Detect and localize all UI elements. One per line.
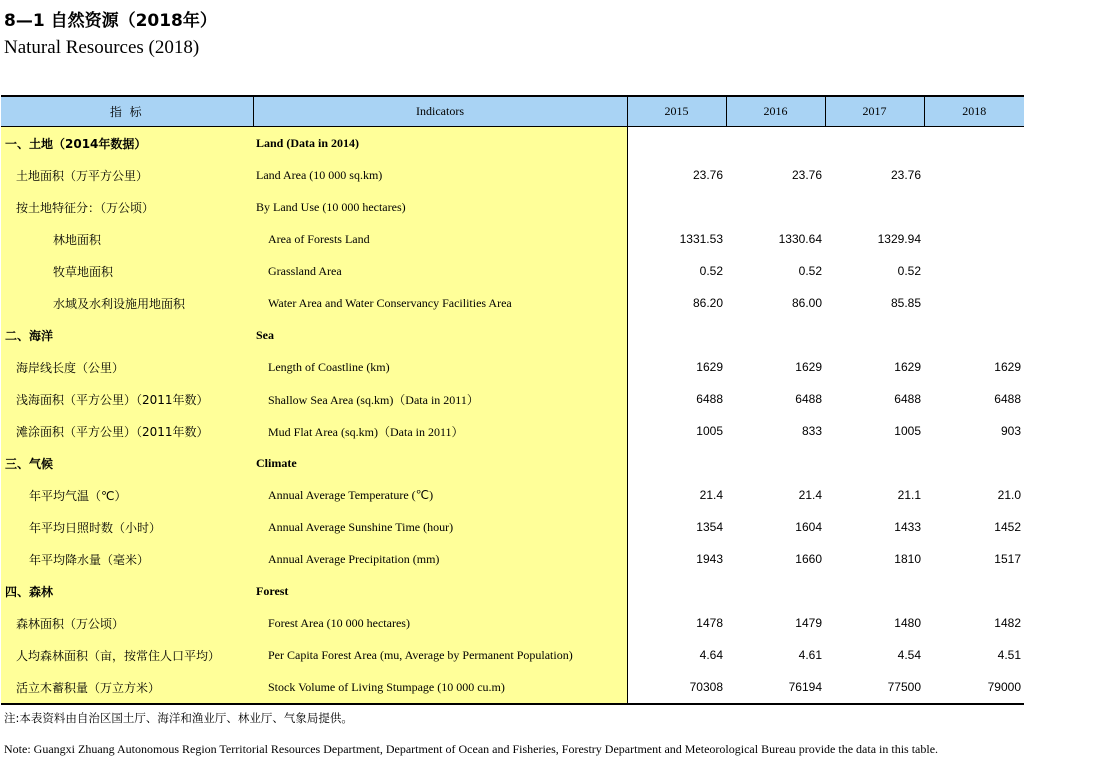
value-cell: 1480	[894, 616, 921, 630]
value-cell: 4.51	[997, 648, 1021, 662]
table-row	[1, 287, 1024, 319]
value-cell: 6488	[795, 392, 822, 406]
value-cell: 21.0	[997, 488, 1021, 502]
table-row	[1, 671, 1024, 704]
indicator-english: Annual Average Temperature (℃)	[253, 479, 627, 511]
value-cell	[627, 447, 726, 479]
value-cell: 23.76	[791, 168, 822, 182]
value-cell	[825, 575, 924, 607]
indicator-chinese: 人均森林面积（亩，按常住人口平均）	[1, 639, 253, 671]
indicator-chinese: 二、海洋	[1, 319, 253, 351]
value-cell: 1005	[894, 424, 921, 438]
value-cell: 1629	[696, 360, 723, 374]
value-cell: 4.61	[798, 648, 822, 662]
section-row	[1, 127, 1024, 160]
value-cell	[726, 127, 825, 160]
value-cell	[924, 575, 1024, 607]
value-cell	[726, 319, 825, 351]
value-cell: 1478	[696, 616, 723, 630]
table-row	[1, 543, 1024, 575]
value-cell	[825, 447, 924, 479]
indicator-english: Water Area and Water Conservancy Facilities Area	[253, 287, 627, 319]
indicator-english: Area of Forests Land	[253, 223, 627, 255]
indicator-english: Annual Average Precipitation (mm)	[253, 543, 627, 575]
indicator-chinese: 活立木蓄积量（万立方米）	[1, 671, 253, 704]
value-cell	[924, 447, 1024, 479]
indicator-english: Length of Coastline (km)	[253, 351, 627, 383]
value-cell: 86.20	[692, 296, 723, 310]
value-cell: 1329.94	[877, 232, 921, 246]
value-cell: 4.64	[699, 648, 723, 662]
value-cell: 1810	[894, 552, 921, 566]
value-cell	[627, 127, 726, 160]
indicator-english: Land (Data in 2014)	[253, 127, 627, 160]
indicator-chinese: 牧草地面积	[1, 255, 253, 287]
header-year: 2018	[924, 96, 1024, 127]
value-cell: 6488	[994, 392, 1021, 406]
value-cell: 21.1	[897, 488, 921, 502]
value-cell	[924, 319, 1024, 351]
value-cell: 1433	[894, 520, 921, 534]
header-row	[1, 96, 1024, 127]
value-cell	[924, 191, 1024, 223]
indicator-chinese: 浅海面积（平方公里）（2011年数）	[1, 383, 253, 415]
indicator-chinese: 四、森林	[1, 575, 253, 607]
value-cell	[627, 575, 726, 607]
value-cell: 79000	[924, 671, 1024, 704]
table-row	[1, 607, 1024, 639]
table-row	[1, 415, 1024, 447]
table-header	[1, 96, 1024, 127]
value-cell: 1629	[894, 360, 921, 374]
value-cell: 0.52	[897, 264, 921, 278]
value-cell: 1482	[994, 616, 1021, 630]
value-cell: 21.4	[798, 488, 822, 502]
table-row	[1, 383, 1024, 415]
value-cell	[825, 191, 924, 223]
indicator-chinese: 滩涂面积（平方公里）（2011年数）	[1, 415, 253, 447]
value-cell	[726, 191, 825, 223]
table-row	[1, 479, 1024, 511]
indicator-english: Land Area (10 000 sq.km)	[253, 159, 627, 191]
value-cell: 1517	[994, 552, 1021, 566]
value-cell: 903	[1000, 424, 1021, 438]
value-cell	[924, 287, 1024, 319]
value-cell: 76194	[726, 671, 825, 704]
value-cell: 833	[801, 424, 822, 438]
indicator-english: Grassland Area	[253, 255, 627, 287]
indicator-chinese: 三、气候	[1, 447, 253, 479]
table-row	[1, 639, 1024, 671]
header-indicator-chinese: 指 标	[1, 96, 253, 127]
natural-resources-table	[1, 95, 1024, 705]
indicator-chinese: 按土地特征分：（万公顷）	[1, 191, 253, 223]
header-year: 2016	[726, 96, 825, 127]
indicator-english: Forest Area (10 000 hectares)	[253, 607, 627, 639]
indicator-chinese: 土地面积（万平方公里）	[1, 159, 253, 191]
table-title-english: Natural Resources (2018)	[4, 37, 200, 58]
indicator-chinese: 年平均气温（℃）	[1, 479, 253, 511]
table-row	[1, 351, 1024, 383]
value-cell: 1660	[795, 552, 822, 566]
value-cell: 1354	[696, 520, 723, 534]
indicator-english: By Land Use (10 000 hectares)	[253, 191, 627, 223]
table-body	[1, 127, 1024, 705]
value-cell: 1629	[994, 360, 1021, 374]
indicator-english: Stock Volume of Living Stumpage (10 000 cu.m)	[253, 671, 627, 704]
value-cell: 1330.64	[778, 232, 822, 246]
indicator-chinese: 林地面积	[1, 223, 253, 255]
value-cell: 23.76	[890, 168, 921, 182]
value-cell: 21.4	[699, 488, 723, 502]
indicator-english: Forest	[253, 575, 627, 607]
indicator-english: Sea	[253, 319, 627, 351]
indicator-chinese: 年平均降水量（毫米）	[1, 543, 253, 575]
indicator-chinese: 年平均日照时数（小时）	[1, 511, 253, 543]
indicator-chinese: 水域及水利设施用地面积	[1, 287, 253, 319]
indicator-chinese: 森林面积（万公顷）	[1, 607, 253, 639]
value-cell: 1629	[795, 360, 822, 374]
indicator-english: Per Capita Forest Area (mu, Average by Permanent Population)	[253, 639, 627, 671]
value-cell	[924, 127, 1024, 160]
value-cell	[924, 255, 1024, 287]
table-row	[1, 223, 1024, 255]
value-cell: 86.00	[791, 296, 822, 310]
value-cell: 1331.53	[679, 232, 723, 246]
value-cell: 1452	[994, 520, 1021, 534]
indicator-chinese: 海岸线长度（公里）	[1, 351, 253, 383]
value-cell	[825, 127, 924, 160]
table-row	[1, 511, 1024, 543]
value-cell: 85.85	[890, 296, 921, 310]
header-indicator-english: Indicators	[253, 96, 627, 127]
value-cell: 77500	[825, 671, 924, 704]
indicator-english: Mud Flat Area (sq.km)（Data in 2011）	[253, 415, 627, 447]
value-cell: 70308	[627, 671, 726, 704]
value-cell	[726, 447, 825, 479]
indicator-english: Climate	[253, 447, 627, 479]
table-title-chinese: 8—1 自然资源（2018年）	[4, 11, 217, 31]
value-cell	[627, 319, 726, 351]
value-cell: 6488	[696, 392, 723, 406]
header-year: 2015	[627, 96, 726, 127]
value-cell	[825, 319, 924, 351]
value-cell: 1479	[795, 616, 822, 630]
value-cell: 1604	[795, 520, 822, 534]
value-cell: 1005	[696, 424, 723, 438]
indicator-english: Shallow Sea Area (sq.km)（Data in 2011）	[253, 383, 627, 415]
table-row	[1, 159, 1024, 191]
value-cell: 23.76	[692, 168, 723, 182]
value-cell	[726, 575, 825, 607]
indicator-english: Annual Average Sunshine Time (hour)	[253, 511, 627, 543]
table-row	[1, 255, 1024, 287]
value-cell: 0.52	[699, 264, 723, 278]
section-row	[1, 447, 1024, 479]
value-cell	[924, 159, 1024, 191]
section-row	[1, 575, 1024, 607]
indicator-chinese: 一、土地（2014年数据）	[1, 127, 253, 160]
value-cell: 6488	[894, 392, 921, 406]
value-cell	[924, 223, 1024, 255]
value-cell: 4.54	[897, 648, 921, 662]
source-note-chinese: 注:本表资料由自治区国土厅、海洋和渔业厅、林业厅、气象局提供。	[4, 711, 353, 725]
value-cell: 0.52	[798, 264, 822, 278]
table-row	[1, 191, 1024, 223]
value-cell	[627, 191, 726, 223]
header-year: 2017	[825, 96, 924, 127]
value-cell: 1943	[696, 552, 723, 566]
source-note-english: Note: Guangxi Zhuang Autonomous Region Territorial Resources Department, Department of Ocean and Fisheries, Forestry Department and Meteorological Bureau provide the data in this table.	[4, 742, 939, 756]
section-row	[1, 319, 1024, 351]
